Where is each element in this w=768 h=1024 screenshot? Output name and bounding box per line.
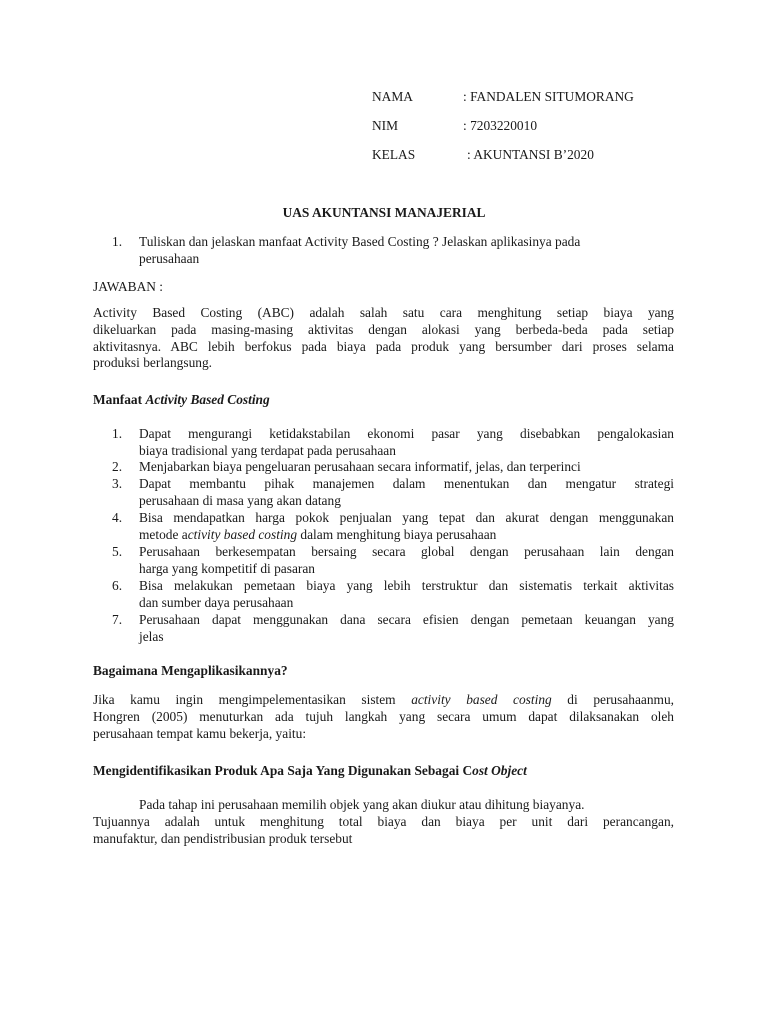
list-item-number: 5. bbox=[112, 544, 123, 559]
jika-text: Jika kamu ingin mengimpelementasikan sistem bbox=[93, 692, 412, 707]
list-item-italic-text: ctivity based costing bbox=[187, 526, 298, 542]
list-item-number: 1. bbox=[112, 426, 123, 441]
jika-line-2: Hongren (2005) menuturkan ada tujuh langkah yang secara umum dapat dilaksanakan oleh bbox=[93, 708, 674, 724]
jika-paragraph bbox=[93, 692, 674, 742]
list-item-line-1: Perusahaan berkesempatan bersaing secara global dengan perusahaan lain dengan bbox=[139, 544, 674, 559]
list-item-line-2: dan sumber daya perusahaan bbox=[139, 594, 294, 610]
list-item-text: dalam menghitung biaya perusahaan bbox=[297, 526, 497, 542]
intro-line-4: produksi berlangsung. bbox=[93, 355, 213, 371]
jika-line-3: perusahaan tempat kamu bekerja, yaitu: bbox=[93, 725, 307, 741]
manfaat-heading-prefix: Manfaat bbox=[93, 392, 146, 407]
list-item bbox=[139, 426, 674, 460]
nim-label: NIM bbox=[372, 118, 399, 133]
intro-line-2: dikeluarkan pada masing-masing aktivitas dengan alokasi yang berbeda-beda pada setiap bbox=[93, 321, 674, 337]
list-item-text: metode a bbox=[139, 526, 188, 542]
list-item bbox=[139, 544, 674, 578]
pada-tahap-line-1: Pada tahap ini perusahaan memilih objek yang akan diukur atau dihitung biayanya. bbox=[139, 797, 585, 812]
jika-italic-text: activity based costing bbox=[411, 692, 552, 707]
intro-line-1: Activity Based Costing (ABC) adalah salah satu cara menghitung setiap biaya yang bbox=[93, 305, 674, 320]
question-line-1: Tuliskan dan jelaskan manfaat Activity Based Costing ? Jelaskan aplikasinya pada bbox=[139, 234, 581, 249]
list-item-line-1: Menjabarkan biaya pengeluaran perusahaan secara informatif, jelas, dan terperinci bbox=[139, 459, 581, 474]
kelas-value: : AKUNTANSI B’2020 bbox=[467, 147, 594, 162]
document-title: UAS AKUNTANSI MANAJERIAL bbox=[282, 205, 486, 220]
list-item bbox=[139, 476, 674, 510]
jika-text: di perusahaanmu, bbox=[551, 692, 674, 707]
list-item-line-1: Perusahaan dapat menggunakan dana secara efisien dengan pemetaan keuangan yang bbox=[139, 612, 674, 627]
question-number: 1. bbox=[112, 234, 123, 249]
question-line-2: perusahaan bbox=[139, 251, 200, 266]
pada-tahap-paragraph bbox=[93, 797, 674, 847]
list-item bbox=[139, 612, 674, 646]
list-item-line-2: biaya tradisional yang terdapat pada perusahaan bbox=[139, 442, 396, 458]
list-item-line-1: Bisa mendapatkan harga pokok penjualan yang tepat dan akurat dengan menggunakan bbox=[139, 510, 674, 525]
nama-value: : FANDALEN SITUMORANG bbox=[463, 89, 634, 104]
list-item-line-2 bbox=[139, 527, 674, 544]
intro-line-3: aktivitasnya. ABC lebih berfokus pada biaya pada produk yang bersumber dari proses selama bbox=[93, 338, 674, 354]
manfaat-heading bbox=[93, 392, 270, 409]
list-item-number: 2. bbox=[112, 459, 123, 474]
bagaimana-heading: Bagaimana Mengaplikasikannya? bbox=[93, 663, 288, 678]
manfaat-heading-italic: Activity Based Costing bbox=[145, 392, 270, 407]
nama-label: NAMA bbox=[372, 89, 413, 104]
list-item-line-1: Dapat mengurangi ketidakstabilan ekonomi pasar yang disebabkan pengalokasian bbox=[139, 426, 674, 441]
list-item-number: 4. bbox=[112, 510, 123, 525]
pada-tahap-line-3: manufaktur, dan pendistribusian produk tersebut bbox=[93, 830, 353, 846]
list-item-line-1: Bisa melakukan pemetaan biaya yang lebih terstruktur dan sistematis terkait aktivitas bbox=[139, 578, 674, 593]
jika-line-1 bbox=[93, 692, 674, 709]
list-item-line-2: jelas bbox=[139, 628, 164, 644]
pada-tahap-line-2: Tujuannya adalah untuk menghitung total biaya dan biaya per unit dari perancangan, bbox=[93, 813, 674, 829]
list-item-line-2: harga yang kompetitif di pasaran bbox=[139, 560, 316, 576]
identifikasi-heading bbox=[93, 763, 527, 780]
list-item-line-1: Dapat membantu pihak manajemen dalam menentukan dan mengatur strategi bbox=[139, 476, 674, 491]
list-item-number: 3. bbox=[112, 476, 123, 491]
list-item-line-2: perusahaan di masa yang akan datang bbox=[139, 492, 341, 508]
list-item-number: 7. bbox=[112, 612, 123, 627]
list-item-number: 6. bbox=[112, 578, 123, 593]
nim-value: : 7203220010 bbox=[463, 118, 538, 133]
identifikasi-heading-italic: ost Object bbox=[472, 763, 527, 778]
list-item bbox=[139, 459, 674, 476]
list-item bbox=[139, 510, 674, 544]
jawaban-label: JAWABAN : bbox=[93, 279, 163, 294]
identifikasi-heading-prefix: Mengidentifikasikan Produk Apa Saja Yang Digunakan Sebagai C bbox=[93, 763, 473, 778]
intro-paragraph bbox=[93, 305, 674, 372]
list-item bbox=[139, 578, 674, 612]
kelas-label: KELAS bbox=[372, 147, 416, 162]
